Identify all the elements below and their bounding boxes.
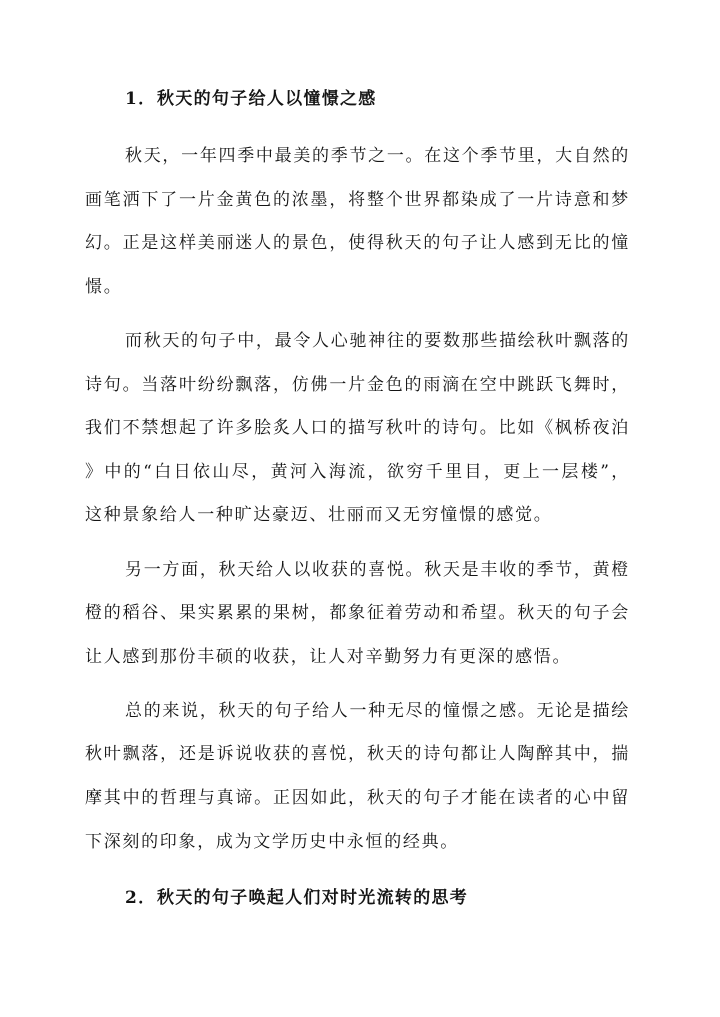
- paragraph: [85, 320, 630, 538]
- paragraph-line: 下深刻的印象，成为文学历史中永恒的经典。: [85, 831, 459, 852]
- paragraph-line: 》中的“白日依山尽，黄河入海流，欲穷千里目，更上一层楼”，: [85, 461, 630, 482]
- paragraph-line: 我们不禁想起了许多脍炙人口的描写秋叶的诗句。比如《枫桥夜泊: [85, 418, 630, 439]
- paragraph-line: 而秋天的句子中，最令人心驰神往的要数那些描绘秋叶飘落的: [125, 330, 630, 351]
- section-heading: [85, 78, 630, 122]
- section-title: 秋天的句子给人以憧憬之感: [157, 89, 377, 109]
- paragraph-line: 画笔洒下了一片金黄色的浓墨，将整个世界都染成了一片诗意和梦: [85, 189, 630, 210]
- paragraph-line: 诗句。当落叶纷纷飘落，仿佛一片金色的雨滴在空中跳跃飞舞时，: [85, 374, 630, 395]
- paragraph-line: 秋叶飘落，还是诉说收获的喜悦，秋天的诗句都让人陶醉其中，揣: [85, 744, 630, 765]
- paragraph: [85, 690, 630, 864]
- section-number: 2．: [125, 887, 157, 908]
- paragraph-line: 总的来说，秋天的句子给人一种无尽的憧憬之感。无论是描绘: [125, 700, 630, 721]
- section-title: 秋天的句子唤起人们对时光流转的思考: [157, 887, 469, 908]
- section-number: 1．: [125, 89, 157, 109]
- paragraph-line: 橙的稻谷、果实累累的果树，都象征着劳动和希望。秋天的句子会: [85, 603, 630, 624]
- paragraph-line: 这种景象给人一种旷达豪迈、壮丽而又无穷憧憬的感觉。: [85, 505, 553, 526]
- paragraph-line: 憬。: [85, 276, 123, 297]
- paragraph-line: 另一方面，秋天给人以收获的喜悦。秋天是丰收的季节，黄橙: [125, 559, 630, 580]
- paragraph-line: 让人感到那份丰硕的收获，让人对辛勤努力有更深的感悟。: [85, 646, 572, 667]
- paragraph-line: 摩其中的哲理与真谛。正因如此，秋天的句子才能在读者的心中留: [85, 788, 630, 809]
- paragraph-line: 秋天，一年四季中最美的季节之一。在这个季节里，大自然的: [125, 145, 630, 166]
- section-heading: [85, 877, 630, 921]
- paragraph-line: 幻。正是这样美丽迷人的景色，使得秋天的句子让人感到无比的憧: [85, 233, 630, 254]
- document-page: [85, 78, 630, 920]
- paragraph: [85, 549, 630, 680]
- paragraph: [85, 135, 630, 309]
